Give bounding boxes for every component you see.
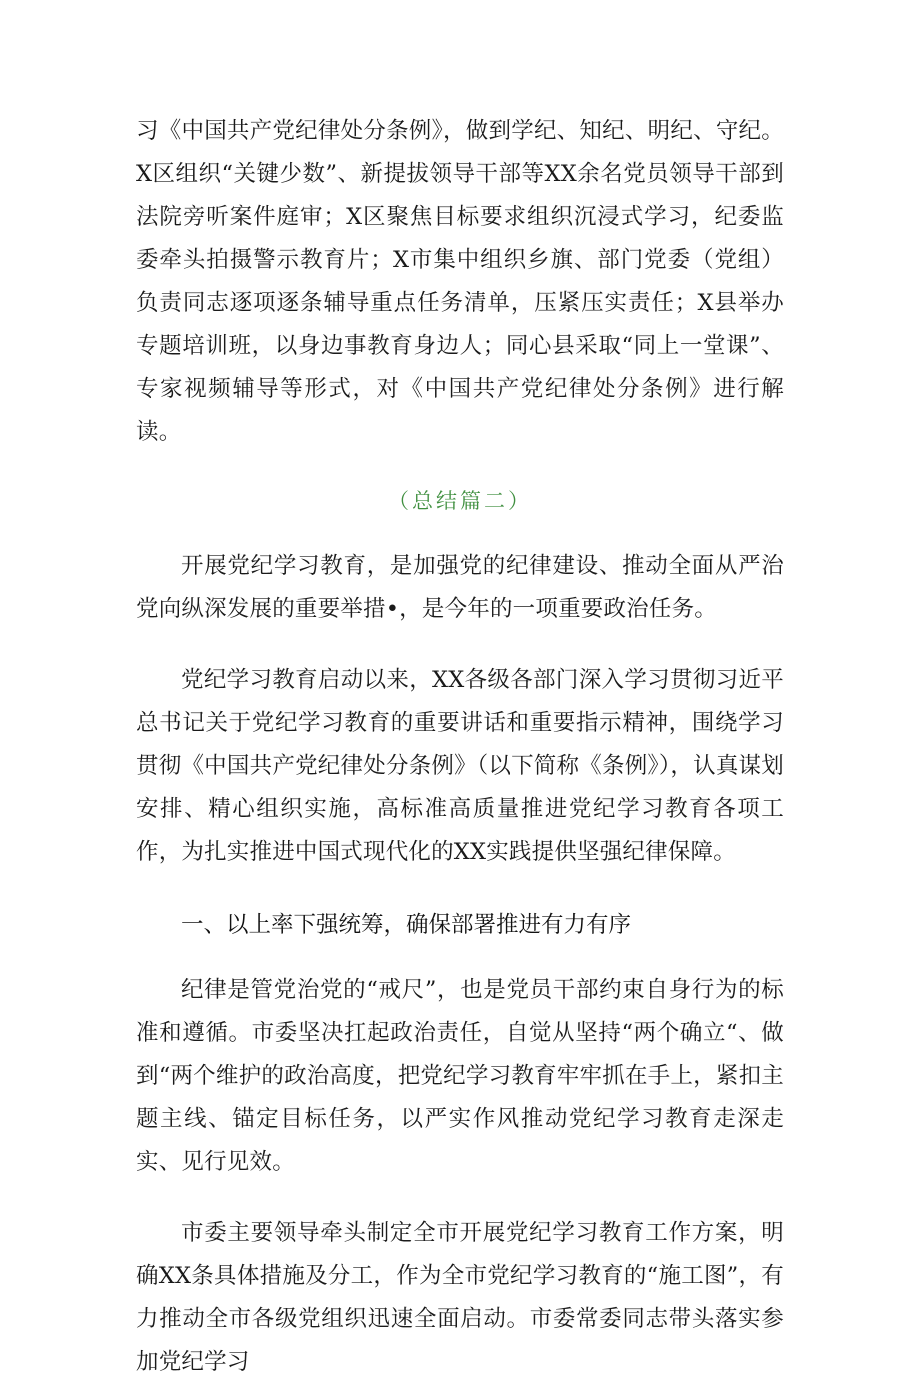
- section-title: （总结篇二）: [388, 489, 532, 513]
- document-page: [136, 110, 784, 1384]
- heading-section-one: 一、以上率下强统筹，确保部署推进有力有序: [181, 912, 632, 938]
- paragraph-overview: 党纪学习教育启动以来，XX各级各部门深入学习贯彻习近平总书记关于党纪学习教育的重要讲话和重要指示精神，围绕学习贯彻《中国共产党纪律处分条例》（以下简称《条例》），认真谋划安排、精心组织实施，高标准高质量推进党纪学习教育各项工作，为扎实推进中国式现代化的XX实践提供坚强纪律保障。: [136, 667, 784, 865]
- paragraph-intro: 开展党纪学习教育，是加强党的纪律建设、推动全面从严治党向纵深发展的重要举措•，是今年的一项重要政治任务。: [136, 553, 784, 622]
- paragraph-leadership: 市委主要领导牵头制定全市开展党纪学习教育工作方案，明确XX条具体措施及分工，作为全市党纪学习教育的“施工图”，有力推动全市各级党组织迅速全面启动。市委常委同志带头落实参加党纪学习: [136, 1220, 784, 1375]
- paragraph-continuation: 习《中国共产党纪律处分条例》，做到学纪、知纪、明纪、守纪。X区组织“关键少数”、新提拔领导干部等XX余名党员领导干部到法院旁听案件庭审；X区聚焦目标要求组织沉浸式学习，纪委监委牵头拍摄警示教育片；X市集中组织乡旗、部门党委（党组）负责同志逐项逐条辅导重点任务清单，压紧压实责任；X县举办专题培训班，以身边事教育身边人；同心县采取“同上一堂课”、专家视频辅导等形式，对《中国共产党纪律处分条例》进行解读。: [136, 118, 784, 445]
- paragraph-discipline: 纪律是管党治党的“戒尺”，也是党员干部约束自身行为的标准和遵循。市委坚决扛起政治责任，自觉从坚持“两个确立“、做到“两个维护的政治高度，把党纪学习教育牢牢抓在手上，紧扣主题主线、锚定目标任务，以严实作风推动党纪学习教育走深走实、见行见效。: [136, 977, 784, 1175]
